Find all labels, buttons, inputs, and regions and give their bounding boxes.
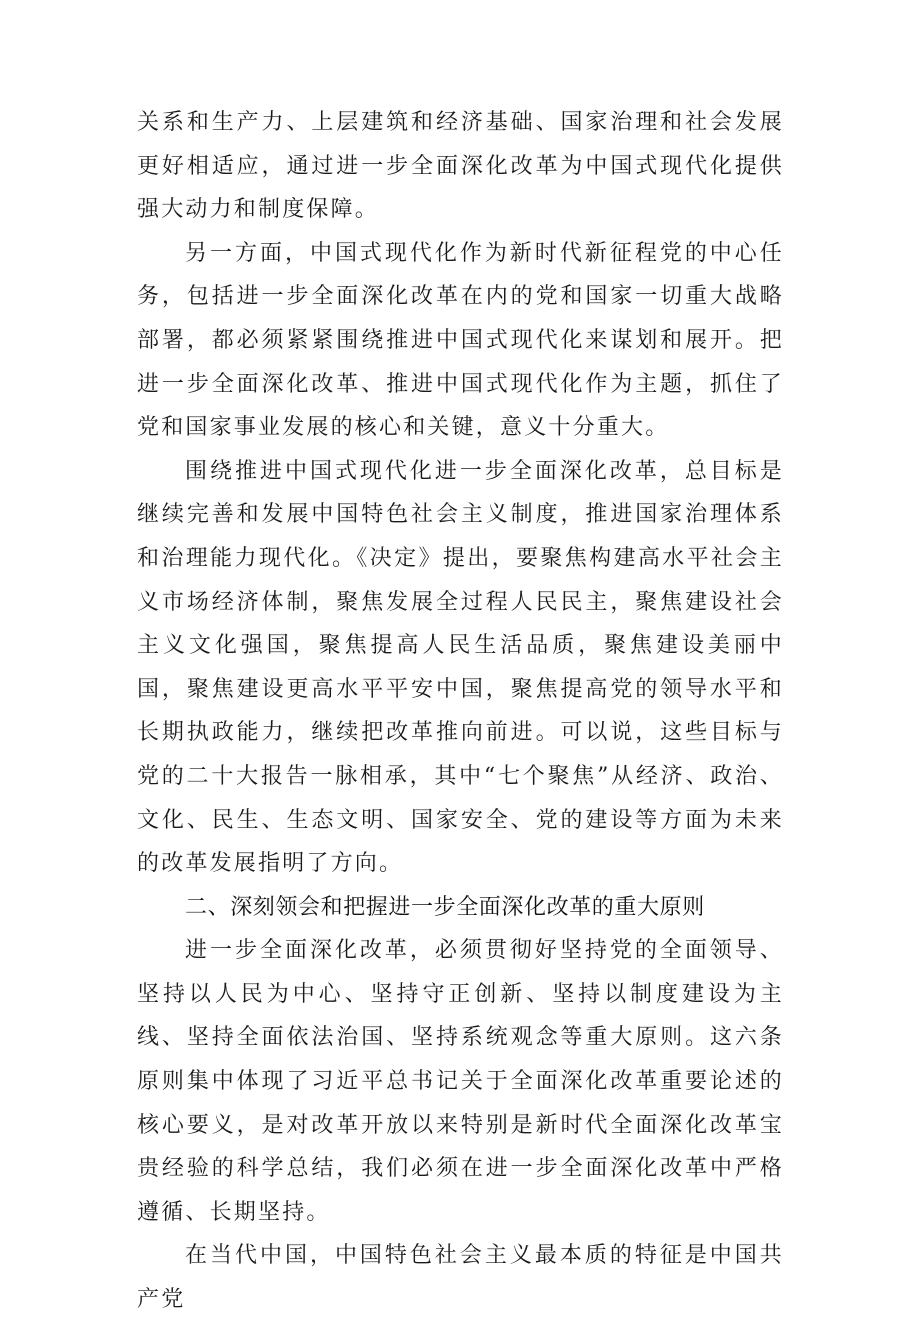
document-body (137, 101, 784, 1322)
paragraph-overall-goal: 围绕推进中国式现代化进一步全面深化改革，总目标是继续完善和发展中国特色社会主义制度，推进国家治理体系和治理能力现代化。《决定》提出，要聚焦构建高水平社会主义市场经济体制，聚焦发展全过程人民民主，聚焦建设社会主义文化强国，聚焦提高人民生活品质，聚焦建设美丽中国，聚焦建设更高水平平安中国，聚焦提高党的领导水平和长期执政能力，继续把改革推向前进。可以说，这些目标与党的二十大报告一脉相承，其中“七个聚焦”从经济、政治、文化、民生、生态文明、国家安全、党的建设等方面为未来的改革发展指明了方向。 (137, 458, 784, 877)
section-heading: 二、深刻领会和把握进一步全面深化改革的重大原则 (185, 894, 705, 920)
paragraph-continuation: 关系和生产力、上层建筑和经济基础、国家治理和社会发展更好相适应，通过进一步全面深化改革为中国式现代化提供强大动力和制度保障。 (137, 110, 784, 223)
paragraph-other-aspect: 另一方面，中国式现代化作为新时代新征程党的中心任务，包括进一步全面深化改革在内的党和国家一切重大战略部署，都必须紧紧围绕推进中国式现代化来谋划和展开。把进一步全面深化改革、推进中国式现代化作为主题，抓住了党和国家事业发展的核心和关键，意义十分重大。 (137, 240, 784, 441)
paragraph-contemporary-china: 在当代中国，中国特色社会主义最本质的特征是中国共产党 (137, 1243, 784, 1313)
paragraph-major-principles: 进一步全面深化改革，必须贯彻好坚持党的全面领导、坚持以人民为中心、坚持守正创新、坚持以制度建设为主线、坚持全面依法治国、坚持系统观念等重大原则。这六条原则集中体现了习近平总书记关于全面深化改革重要论述的核心要义，是对改革开放以来特别是新时代全面深化改革宝贵经验的科学总结，我们必须在进一步全面深化改革中严格遵循、长期坚持。 (137, 938, 784, 1225)
